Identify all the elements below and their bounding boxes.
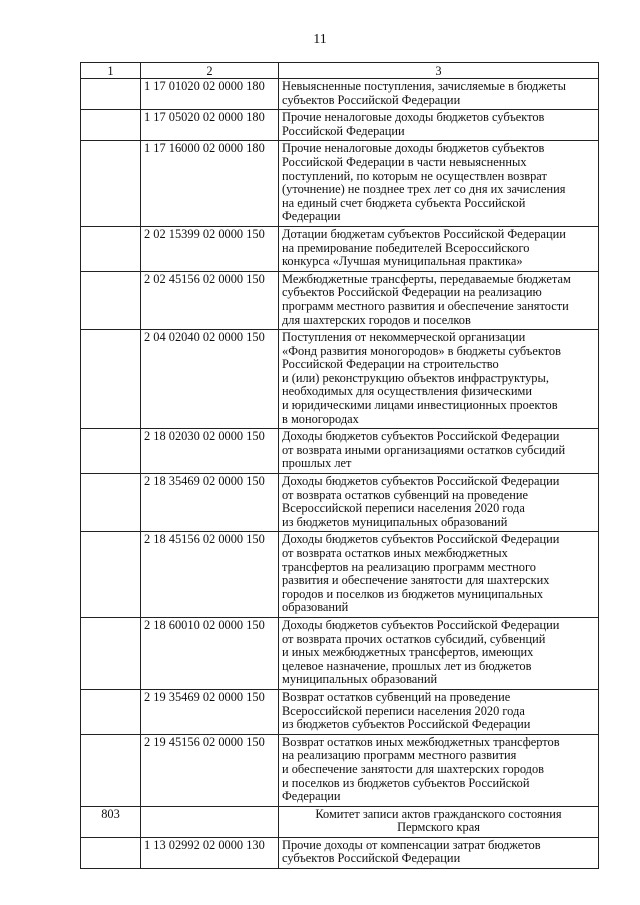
admin-code-cell: [81, 110, 141, 141]
description-line: и юридическими лицами инвестиционных проектов: [282, 398, 558, 413]
table-row: [81, 474, 599, 532]
header-col-2: 2: [141, 63, 279, 79]
description-line: субъектов Российской Федерации: [282, 92, 461, 107]
description-line: Доходы бюджетов субъектов Российской Федерации: [282, 429, 560, 444]
admin-code-cell: [81, 617, 141, 689]
admin-code-cell: [81, 474, 141, 532]
description-line: Федерации: [282, 789, 341, 804]
table-row: [81, 617, 599, 689]
description-cell: [279, 110, 599, 141]
description-cell: [279, 806, 599, 837]
description-line: из бюджетов муниципальных образований: [282, 514, 508, 529]
admin-code-cell: [81, 532, 141, 618]
description-line: и поселков из бюджетов субъектов Российской: [282, 775, 530, 790]
table-row: [81, 226, 599, 271]
budget-classification-code-cell: 1 17 16000 02 0000 180: [141, 141, 279, 227]
admin-code-cell: [81, 429, 141, 474]
description-line: Возврат остатков иных межбюджетных трансфертов: [282, 734, 560, 749]
budget-classification-code-cell: 1 17 01020 02 0000 180: [141, 79, 279, 110]
table-row: [81, 330, 599, 429]
budget-classification-code-cell: 2 18 35469 02 0000 150: [141, 474, 279, 532]
description-cell: [279, 474, 599, 532]
table-row: [81, 689, 599, 734]
description-line: развития и обеспечение занятости для шахтерских: [282, 573, 550, 588]
description-line: Комитет записи актов гражданского состояния: [315, 806, 562, 821]
admin-code-cell: [81, 837, 141, 868]
description-cell: [279, 141, 599, 227]
description-line: на премирование победителей Всероссийского: [282, 240, 530, 255]
description-cell: [279, 837, 599, 868]
description-line: Межбюджетные трансферты, передаваемые бюджетам: [282, 271, 571, 286]
description-line: Поступления от некоммерческой организации: [282, 330, 526, 345]
budget-classification-code-cell: 2 02 45156 02 0000 150: [141, 271, 279, 329]
budget-classification-code-cell: 2 02 15399 02 0000 150: [141, 226, 279, 271]
admin-code-cell: [81, 79, 141, 110]
table-row: [81, 79, 599, 110]
description-line: конкурса «Лучшая муниципальная практика»: [282, 254, 523, 269]
admin-code-cell: [81, 271, 141, 329]
description-line: Всероссийской переписи населения 2020 года: [282, 501, 525, 516]
description-cell: [279, 226, 599, 271]
budget-codes-table: [80, 62, 599, 869]
budget-classification-code-cell: 2 18 60010 02 0000 150: [141, 617, 279, 689]
description-line: Пермского края: [397, 820, 480, 835]
budget-classification-code-cell: 2 04 02040 02 0000 150: [141, 330, 279, 429]
budget-classification-code-cell: 2 18 45156 02 0000 150: [141, 532, 279, 618]
description-line: «Фонд развития моногородов» в бюджеты субъектов: [282, 343, 561, 358]
description-line: от возврата остатков субвенций на проведение: [282, 487, 528, 502]
description-line: от возврата остатков иных межбюджетных: [282, 546, 508, 560]
admin-code-cell: [81, 330, 141, 429]
description-cell: [279, 271, 599, 329]
description-line: целевое назначение, прошлых лет из бюджетов: [282, 658, 532, 673]
description-line: и иных межбюджетных трансфертов, имеющих: [282, 645, 534, 660]
description-line: муниципальных образований: [282, 672, 438, 687]
header-col-1: 1: [81, 63, 141, 79]
table-row: [81, 110, 599, 141]
table-row: [81, 734, 599, 806]
admin-code-cell: [81, 734, 141, 806]
description-line: субъектов Российской Федерации на реализацию: [282, 285, 542, 300]
description-cell: [279, 532, 599, 618]
description-line: Федерации: [282, 209, 341, 224]
description-line: и обеспечение занятости для шахтерских городов: [282, 761, 545, 776]
description-line: необходимых для осуществления физическими: [282, 384, 532, 399]
description-line: трансфертов на реализацию программ местного: [282, 559, 536, 574]
description-line: городов и поселков из бюджетов муниципальных: [282, 586, 544, 601]
budget-classification-code-cell: 1 17 05020 02 0000 180: [141, 110, 279, 141]
description-line: Прочие неналоговые доходы бюджетов субъектов: [282, 110, 545, 125]
description-line: из бюджетов субъектов Российской Федерации: [282, 717, 531, 732]
description-line: Доходы бюджетов субъектов Российской Федерации: [282, 474, 560, 489]
table-row: [81, 429, 599, 474]
description-line: Российской Федерации на строительство: [282, 357, 499, 372]
admin-code-cell: [81, 689, 141, 734]
description-line: Доходы бюджетов субъектов Российской Федерации: [282, 617, 560, 632]
description-line: Невыясненные поступления, зачисляемые в бюджеты: [282, 79, 566, 93]
budget-classification-code-cell: [141, 806, 279, 837]
description-line: Прочие неналоговые доходы бюджетов субъектов: [282, 141, 545, 156]
description-line: от возврата прочих остатков субсидий, субвенций: [282, 631, 546, 646]
description-line: Прочие доходы от компенсации затрат бюджетов: [282, 837, 541, 852]
description-cell: [279, 734, 599, 806]
description-line: поступлений, по которым не осуществлен возврат: [282, 168, 547, 183]
table-row: [81, 141, 599, 227]
description-cell: [279, 330, 599, 429]
description-line: Российской Федерации в части невыясненных: [282, 154, 527, 169]
description-cell: [279, 79, 599, 110]
budget-classification-code-cell: 2 19 45156 02 0000 150: [141, 734, 279, 806]
description-line: субъектов Российской Федерации: [282, 851, 461, 866]
table-header-row: [81, 63, 599, 79]
description-line: программ местного развития и обеспечение занятости: [282, 298, 569, 313]
page-number: 11: [313, 32, 327, 47]
budget-classification-code-cell: 2 18 02030 02 0000 150: [141, 429, 279, 474]
description-line: на реализацию программ местного развития: [282, 748, 517, 763]
admin-code-cell: [81, 226, 141, 271]
table-row: [81, 271, 599, 329]
description-line: от возврата иными организациями остатков субсидий: [282, 442, 566, 457]
description-line: для шахтерских городов и поселков: [282, 312, 471, 327]
description-line: образований: [282, 600, 349, 615]
description-line: Всероссийской переписи населения 2020 года: [282, 703, 525, 718]
description-line: Возврат остатков субвенций на проведение: [282, 689, 511, 704]
budget-classification-code-cell: 2 19 35469 02 0000 150: [141, 689, 279, 734]
admin-code-cell: 803: [81, 806, 141, 837]
description-cell: [279, 689, 599, 734]
description-line: Дотации бюджетам субъектов Российской Федерации: [282, 226, 566, 241]
description-line: прошлых лет: [282, 456, 352, 471]
description-cell: [279, 429, 599, 474]
description-cell: [279, 617, 599, 689]
header-col-3: 3: [279, 63, 599, 79]
table-row: [81, 806, 599, 837]
description-line: Доходы бюджетов субъектов Российской Федерации: [282, 532, 560, 547]
budget-classification-code-cell: 1 13 02992 02 0000 130: [141, 837, 279, 868]
description-line: Российской Федерации: [282, 123, 405, 138]
description-line: на единый счет бюджета субъекта Российской: [282, 195, 526, 210]
description-line: в моногородах: [282, 411, 359, 426]
description-line: и (или) реконструкцию объектов инфраструктуры,: [282, 370, 549, 385]
table-row: [81, 532, 599, 618]
table-row: [81, 837, 599, 868]
admin-code-cell: [81, 141, 141, 227]
description-line: (уточнение) не позднее трех лет со дня их зачисления: [282, 182, 566, 197]
